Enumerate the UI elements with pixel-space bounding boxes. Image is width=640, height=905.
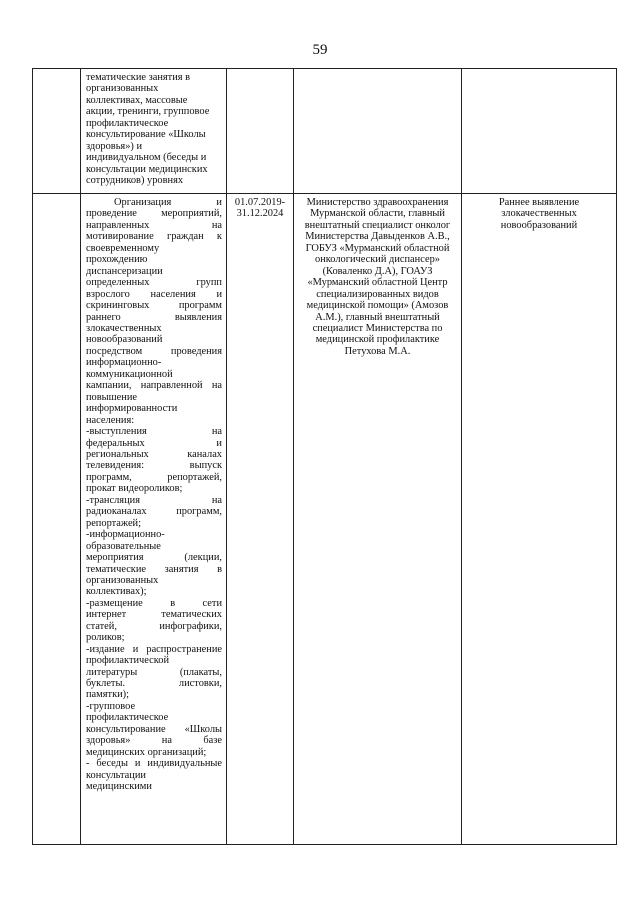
text-line: проведение мероприятий, bbox=[86, 208, 222, 220]
text-line: «Мурманский областной Центр bbox=[307, 277, 448, 289]
text-line: А.М.), главный внештатный bbox=[315, 311, 440, 323]
text-line: коммуникационной bbox=[86, 368, 173, 380]
text-line: -информационно- bbox=[86, 529, 165, 541]
text-line: диспансеризации bbox=[86, 265, 163, 277]
period-text bbox=[227, 194, 293, 220]
cell-responsible bbox=[294, 69, 462, 194]
text-line: злокачественных bbox=[501, 208, 577, 220]
text-line: акции, тренинги, групповое bbox=[86, 106, 210, 118]
result-text bbox=[462, 194, 616, 231]
text-line: сотрудников) уровнях bbox=[86, 175, 184, 187]
text-line: своевременному bbox=[86, 242, 160, 254]
text-line: программ, репортажей, bbox=[86, 471, 222, 483]
text-line: здоровья» на базе bbox=[86, 735, 222, 747]
text-line: коллективах); bbox=[86, 586, 147, 598]
text-line: кампании, направленной на bbox=[86, 380, 222, 392]
text-line: специалист Министерства по bbox=[312, 322, 443, 334]
text-line: консультирование «Школы bbox=[86, 723, 222, 735]
text-line: специализированных видов bbox=[316, 288, 439, 300]
cell-number bbox=[33, 69, 81, 194]
text-line: тематические занятия в bbox=[86, 563, 222, 575]
text-line: роликов; bbox=[86, 632, 125, 644]
activity-text bbox=[81, 194, 226, 795]
text-line: буклеты. листовки, bbox=[86, 678, 222, 690]
text-line: тематические занятия в bbox=[86, 72, 191, 83]
text-line: информированности bbox=[86, 403, 178, 415]
text-line: индивидуальном (беседы и bbox=[86, 152, 207, 164]
text-line: населения: bbox=[86, 414, 135, 426]
text-line: региональных каналах bbox=[86, 448, 222, 460]
text-line: статей, инфографики, bbox=[86, 620, 222, 632]
text-line: телевидения: выпуск bbox=[86, 460, 222, 472]
text-line: взрослого населения и bbox=[86, 288, 222, 300]
text-line: консультации bbox=[86, 769, 146, 781]
measures-table bbox=[32, 68, 617, 845]
table-row-measure bbox=[33, 194, 617, 845]
text-line: памятки); bbox=[86, 689, 130, 701]
text-line: Мурманской области, главный bbox=[310, 208, 445, 220]
text-line: новообразований bbox=[86, 334, 163, 346]
cell-result bbox=[462, 69, 617, 194]
text-line: внештатный специалист онколог bbox=[304, 219, 451, 231]
text-line: медицинских организаций; bbox=[86, 746, 207, 758]
text-line: Министерство здравоохранения bbox=[306, 197, 449, 208]
text-line: консультирование «Школы bbox=[86, 129, 206, 141]
responsible-text bbox=[294, 194, 461, 357]
text-line: посредством проведения bbox=[86, 345, 222, 357]
text-line: профилактическое bbox=[86, 117, 169, 129]
text-line: повышение bbox=[86, 391, 137, 403]
text-line: 31.12.2024 bbox=[236, 208, 284, 220]
text-line: Петухова М.А. bbox=[344, 345, 411, 357]
text-line: - беседы и индивидуальные bbox=[86, 758, 222, 770]
text-line: интернет тематических bbox=[86, 609, 222, 621]
text-line: скрининговых программ bbox=[86, 300, 222, 312]
text-line: -групповое bbox=[86, 700, 136, 712]
text-line: Раннее выявление bbox=[498, 197, 580, 208]
text-line: ГОБУЗ «Мурманский областной bbox=[305, 242, 450, 254]
activity-text bbox=[81, 69, 226, 189]
text-line: радиоканалах программ, bbox=[86, 506, 222, 518]
text-line: -трансляция на bbox=[86, 494, 222, 506]
text-line: онкологический диспансер» bbox=[315, 254, 440, 266]
text-line: консультации медицинских bbox=[86, 163, 208, 175]
text-line: Организация и bbox=[114, 197, 222, 208]
text-line: мероприятия (лекции, bbox=[86, 552, 222, 564]
text-line: -выступления на bbox=[86, 426, 222, 438]
text-line: -издание и распространение bbox=[86, 643, 222, 655]
text-line: коллективах, массовые bbox=[86, 94, 188, 106]
text-line: мотивирование граждан к bbox=[86, 231, 222, 243]
text-line: определенных групп bbox=[86, 277, 222, 289]
text-line: здоровья») и bbox=[86, 140, 143, 152]
text-line: медицинскими bbox=[86, 781, 152, 793]
text-line: злокачественных bbox=[86, 322, 162, 334]
text-line: новообразований bbox=[500, 219, 578, 231]
text-line: направленных на bbox=[86, 219, 222, 231]
text-line: литературы (плакаты, bbox=[86, 666, 222, 678]
text-line: репортажей; bbox=[86, 517, 142, 529]
text-line: -размещение в сети bbox=[86, 597, 222, 609]
text-line: Министерства Давыденков А.В., bbox=[305, 231, 450, 243]
text-line: медицинской профилактике bbox=[315, 334, 440, 346]
cell-period bbox=[227, 69, 294, 194]
text-line: 01.07.2019- bbox=[234, 197, 286, 208]
text-line: медицинской помощи» (Амозов bbox=[306, 300, 449, 312]
text-line: организованных bbox=[86, 83, 159, 95]
cell-activity bbox=[81, 194, 227, 845]
page-number: 59 bbox=[312, 42, 328, 58]
text-line: организованных bbox=[86, 574, 159, 586]
text-line: прохождению bbox=[86, 254, 148, 266]
text-line: информационно- bbox=[86, 357, 162, 369]
text-line: профилактическое bbox=[86, 712, 169, 724]
text-line: федеральных и bbox=[86, 437, 222, 449]
text-line: профилактической bbox=[86, 655, 170, 667]
cell-activity bbox=[81, 69, 227, 194]
text-line: (Коваленко Д.А), ГОАУЗ bbox=[322, 265, 433, 277]
text-line: прокат видеороликов; bbox=[86, 483, 183, 495]
cell-result bbox=[462, 194, 617, 845]
text-line: раннего выявления bbox=[86, 311, 222, 323]
table-row-continuation bbox=[33, 69, 617, 194]
cell-responsible bbox=[294, 194, 462, 845]
text-line: образовательные bbox=[86, 540, 161, 552]
cell-number bbox=[33, 194, 81, 845]
cell-period bbox=[227, 194, 294, 845]
